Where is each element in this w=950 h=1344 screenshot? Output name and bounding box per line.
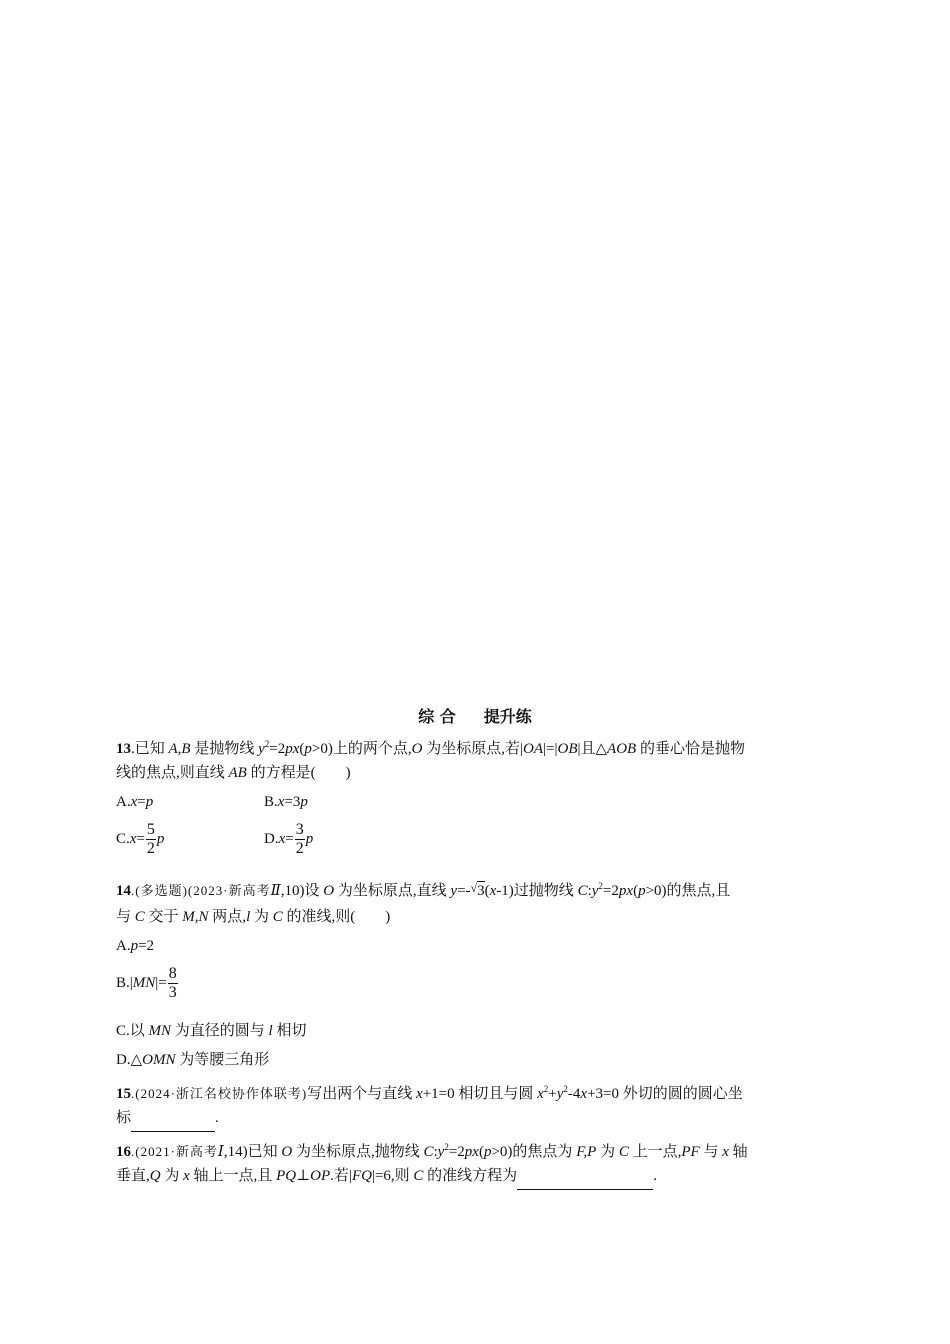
q15-var: x	[416, 1086, 423, 1102]
q13-text: =3	[284, 794, 301, 810]
q13-text: 为坐标原点,若|	[422, 741, 524, 757]
q15-source: .(2024·浙江名校协作体联考)	[131, 1086, 308, 1101]
q14-var: MN	[132, 975, 156, 991]
q14-text: ,10)设	[280, 883, 324, 899]
q16-var: px	[464, 1144, 479, 1160]
q15-line2	[116, 1107, 219, 1132]
q13-var: x	[130, 794, 138, 810]
q13-text: 是抛物线	[190, 741, 259, 757]
q13-text: 的方程是( )	[246, 765, 351, 781]
q16-var: PQ	[276, 1168, 297, 1184]
q13-text: .已知	[131, 741, 169, 757]
q16-text: 为	[596, 1144, 619, 1160]
q16-line2	[116, 1165, 657, 1190]
q16-text: 为坐标原点,抛物线	[292, 1144, 424, 1160]
q16-source: Ⅰ	[217, 1144, 224, 1160]
q13-text: 上的两个点,	[332, 741, 412, 757]
q13-var: AB	[228, 765, 247, 781]
q15-text: 标	[116, 1110, 132, 1126]
q16-text: ,14)已知	[223, 1144, 282, 1160]
q13-var: y	[258, 741, 265, 757]
q15-line1	[116, 1078, 743, 1105]
q15-text: .	[215, 1110, 219, 1126]
q16-text: (	[478, 1144, 484, 1160]
q16-text: :	[433, 1144, 438, 1160]
q16-text: 上一点,	[628, 1144, 682, 1160]
q14-text: (	[484, 883, 490, 899]
q14-text: 为坐标原点,直线	[334, 883, 451, 899]
q14-text: >0)的焦点,且	[645, 883, 731, 899]
q14-option-d[interactable]	[116, 1049, 269, 1071]
q16-var: x	[183, 1168, 190, 1184]
q13-text: >0)	[311, 741, 333, 757]
q13-text: =2	[269, 741, 286, 757]
q13-text: =	[137, 794, 146, 810]
q13-var: p	[305, 831, 314, 847]
q15-var: x	[537, 1086, 544, 1102]
q16-text: 轴上一点,且	[189, 1168, 277, 1184]
q15-number: 15	[116, 1086, 131, 1102]
q14-text: =-	[457, 883, 471, 899]
q13-exp: 2	[264, 739, 270, 749]
q14-var: C	[134, 909, 145, 925]
q14-text: -1)过抛物线	[496, 883, 578, 899]
q14-var: M,N	[182, 909, 209, 925]
q13-var: OA	[523, 741, 544, 757]
q14-text: 交于	[144, 909, 183, 925]
q15-text: +	[548, 1086, 557, 1102]
q14-var: y	[450, 883, 458, 899]
q14-var: l	[246, 909, 251, 925]
q15-exp: 2	[563, 1084, 568, 1094]
q15-var: x	[580, 1086, 588, 1102]
fraction	[168, 965, 178, 1002]
q15-exp: 2	[543, 1084, 549, 1094]
q16-text: .	[653, 1168, 657, 1184]
q16-text: 垂直,	[116, 1168, 150, 1184]
sqrt-sign: √	[470, 881, 478, 895]
q16-number: 16	[116, 1144, 131, 1160]
q14-var: MN	[148, 1023, 172, 1039]
q15-text: +1=0 相切且与圆	[422, 1086, 538, 1102]
q14-text: 为直径的圆与	[171, 1023, 269, 1039]
q14-text: 的准线,则( )	[282, 909, 391, 925]
section-title-part2: 提升练	[483, 707, 532, 726]
q13-text: |=|	[543, 741, 558, 757]
q14-option-c[interactable]	[116, 1020, 306, 1042]
q14-var: p	[638, 883, 646, 899]
q14-text: 为	[250, 909, 273, 925]
fraction-denominator: 2	[295, 840, 304, 858]
fraction	[295, 821, 305, 858]
q16-var: PF	[681, 1144, 700, 1160]
q14-text: 相切	[272, 1023, 307, 1039]
sqrt	[471, 877, 485, 902]
q13-text: 线的焦点,则直线	[116, 765, 229, 781]
q14-source: (2023·新高考	[187, 883, 271, 898]
q16-var: C	[618, 1144, 629, 1160]
q14-line1	[116, 875, 730, 902]
q13-var: x	[277, 794, 285, 810]
q13-line2	[116, 762, 351, 784]
q14-var: C	[577, 883, 588, 899]
q14-option-b[interactable]	[116, 964, 179, 1002]
q14-var: l	[268, 1023, 273, 1039]
option-label: A.	[116, 794, 131, 810]
q13-option-b[interactable]	[264, 791, 308, 813]
q13-var: x	[278, 831, 286, 847]
q14-var: OMN	[142, 1052, 176, 1068]
q15-text: 写出两个与直线	[307, 1086, 417, 1102]
q13-text: |且△	[577, 741, 608, 757]
q14-tag: .(多选题)	[131, 883, 188, 898]
q14-text: 为等腰三角形	[175, 1052, 270, 1068]
fraction-numerator: 5	[146, 821, 155, 839]
q14-text: =2	[138, 938, 155, 954]
section-title	[0, 704, 950, 727]
option-label: C.以	[116, 1023, 149, 1039]
q13-text: 的垂心恰是抛物	[636, 741, 745, 757]
q14-text: (	[633, 883, 639, 899]
q13-option-a[interactable]	[116, 791, 153, 813]
q13-var: px	[285, 741, 300, 757]
q16-text: 与	[699, 1144, 723, 1160]
q16-var: y	[437, 1144, 445, 1160]
option-label: B.|	[116, 975, 133, 991]
q15-text: +3=0 外切的圆的圆心坐	[587, 1086, 743, 1102]
q16-var: C	[413, 1168, 424, 1184]
fraction-denominator: 3	[168, 984, 177, 1002]
q14-var: p	[130, 938, 139, 954]
q13-var: p	[156, 831, 165, 847]
q15-var: y	[556, 1086, 564, 1102]
q13-line1	[116, 733, 745, 760]
q13-option-c[interactable]	[116, 820, 164, 858]
q16-answer-blank[interactable]	[517, 1167, 653, 1190]
q16-source: .(2021·新高考	[131, 1144, 218, 1159]
q16-text: 为	[160, 1168, 184, 1184]
q14-exp: 2	[598, 881, 603, 891]
q16-var: FQ	[351, 1168, 372, 1184]
q13-points: A,B	[168, 741, 191, 757]
q14-text: 两点,	[208, 909, 247, 925]
q13-number: 13	[116, 741, 131, 757]
q16-exp: 2	[444, 1142, 449, 1152]
q14-var: x	[489, 883, 497, 899]
q14-text: =2	[602, 883, 619, 899]
q13-var: x	[129, 831, 137, 847]
q16-var: p	[483, 1144, 492, 1160]
q14-source: Ⅱ	[270, 883, 281, 899]
q16-var: F,P	[576, 1144, 597, 1160]
q16-var: O	[281, 1144, 293, 1160]
q16-var: Q	[149, 1168, 161, 1184]
q13-text: =	[285, 831, 294, 847]
q16-text: >0)的焦点为	[491, 1144, 577, 1160]
q13-var: AOB	[607, 741, 637, 757]
q14-option-a[interactable]	[116, 935, 154, 957]
option-label: D.△	[116, 1052, 143, 1068]
q16-text: =2	[448, 1144, 465, 1160]
q14-var: px	[618, 883, 634, 899]
fraction-numerator: 3	[295, 821, 304, 839]
q13-var: p	[145, 794, 154, 810]
q14-number: 14	[116, 883, 131, 899]
q13-text: =	[136, 831, 145, 847]
fraction	[146, 821, 156, 858]
q13-var: OB	[557, 741, 578, 757]
q16-var: x	[722, 1144, 729, 1160]
q13-text: (	[299, 741, 305, 757]
q14-line2	[116, 906, 390, 928]
section-title-part1: 综 合	[418, 707, 456, 726]
option-label: A.	[116, 938, 131, 954]
q14-var: O	[323, 883, 335, 899]
q14-var: y	[591, 883, 599, 899]
option-label: D.	[264, 831, 279, 847]
q14-text: |=	[155, 975, 167, 991]
q14-text: :	[587, 883, 592, 899]
q16-var: OP	[310, 1168, 331, 1184]
option-label: C.	[116, 831, 130, 847]
q16-text: ⊥	[296, 1168, 311, 1184]
q16-text: 的准线方程为	[423, 1168, 518, 1184]
q16-text: .若|	[330, 1168, 352, 1184]
sqrt-radicand: 3	[477, 883, 485, 899]
q13-option-d[interactable]	[264, 820, 313, 858]
q13-var: O	[411, 741, 423, 757]
fraction-numerator: 8	[168, 965, 177, 983]
q16-var: C	[423, 1144, 434, 1160]
q13-var: p	[304, 741, 312, 757]
q15-answer-blank[interactable]	[131, 1109, 215, 1132]
q14-var: C	[272, 909, 283, 925]
q16-text: 轴	[728, 1144, 748, 1160]
q14-text: 与	[116, 909, 135, 925]
q16-text: |=6,则	[371, 1168, 414, 1184]
q15-text: -4	[567, 1086, 581, 1102]
fraction-denominator: 2	[146, 840, 155, 858]
q16-line1	[116, 1136, 748, 1163]
q13-var: p	[300, 794, 308, 810]
option-label: B.	[264, 794, 278, 810]
